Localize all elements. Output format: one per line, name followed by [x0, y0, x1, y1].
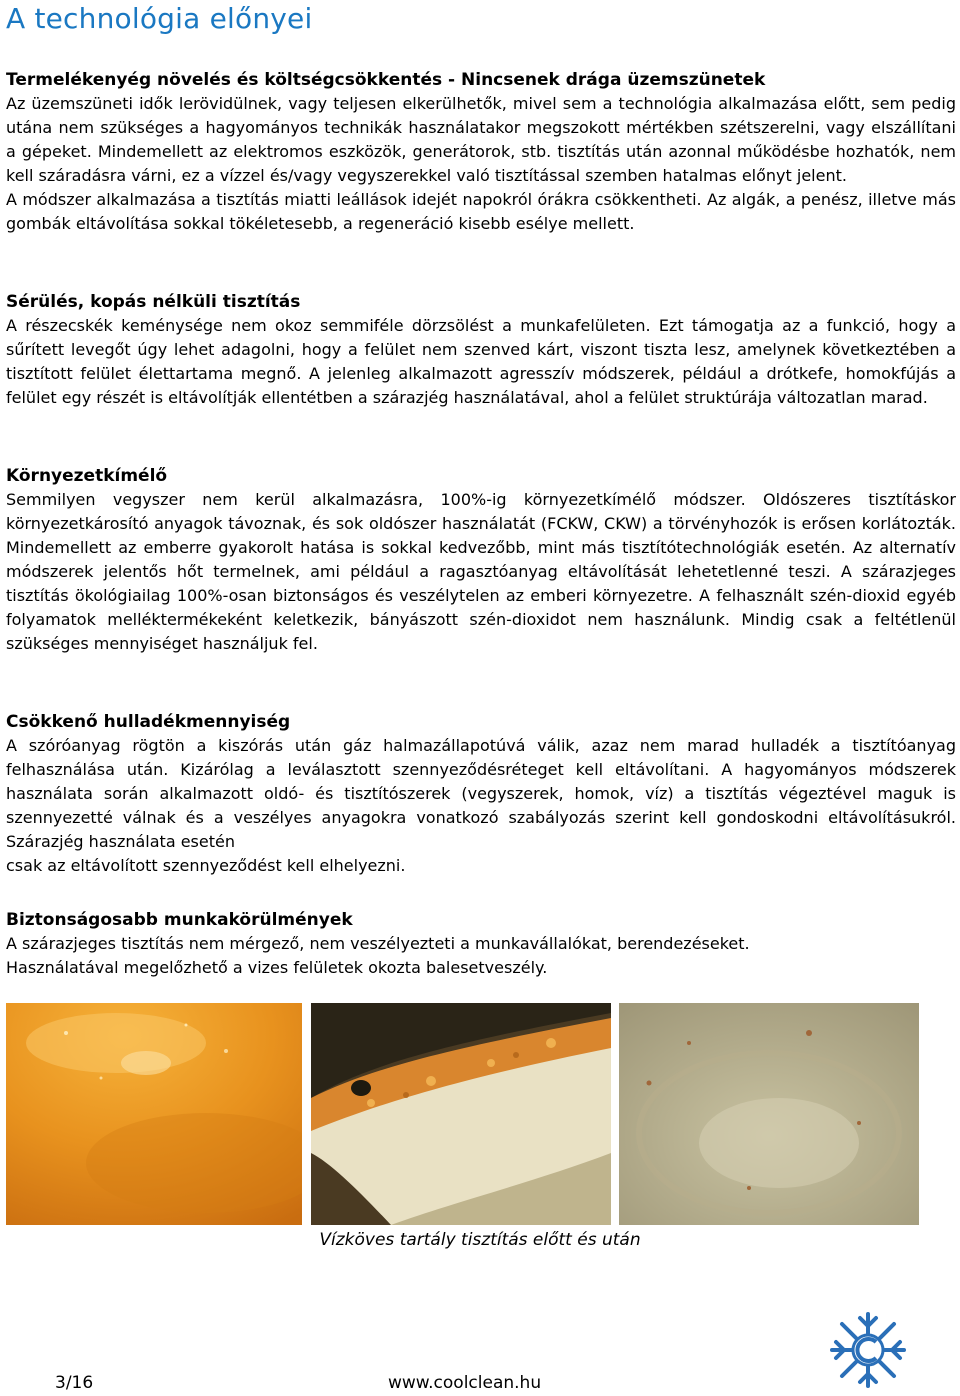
footer-url: www.coolclean.hu [388, 1373, 542, 1393]
figure-caption: Vízköves tartály tisztítás előtt és után [319, 1230, 641, 1250]
section-heading: Sérülés, kopás nélküli tisztítás [6, 292, 301, 312]
paragraph: A részecskék keménysége nem okoz semmiféle dörzsölést a munkafelületen. Ezt támogatja az a funkció, hogy a sűrített levegőt úgy lehet adagolni, hogy a felület nem szenved kárt, viszont tiszta lesz, amelynek következtében a tisztított felület élettartama megnő. A jelenleg alkalmazott agresszív módszerek, például a drótkefe, homokfújás a felület egy részét is eltávolítják ellentétben a szárazjég használatával, ahol a felület struktúrája változatlan marad. [6, 316, 956, 407]
section-less-waste [6, 710, 956, 878]
section-heading: Csökkenő hulladékmennyiség [6, 712, 291, 732]
section-productivity [6, 68, 956, 236]
section-safer-work [6, 908, 956, 980]
photo-tank-cleaned [619, 1003, 919, 1225]
photo-tank-edge-deposits [311, 1003, 611, 1225]
section-damage-free [6, 290, 956, 410]
section-heading: Környezetkímélő [6, 466, 168, 486]
paragraph: A szóróanyag rögtön a kiszórás után gáz halmazállapotúvá válik, azaz nem marad hulladék a tisztítóanyag felhasználása után. Kizárólag a leválasztott szennyeződésréteget kell eltávolítani. A hagyományos módszerek használata során alkalmazott oldó- és tisztítószerek (vegyszerek, homok, víz) a tisztítás végeztével maguk is szennyezetté válnak és a veszélyes anyagokra vonatkozó szabályozás szerint kell gondoskodni eltávolításukról. Szárazjég használata esetén [6, 736, 956, 851]
paragraph: Az üzemszüneti idők lerövidülnek, vagy teljesen elkerülhetők, mivel sem a technológia alkalmazása előtt, sem pedig utána nem szükséges a hagyományos technikák használatakor megszokott mértékben szétszerelni, vagy elszállítani a gépeket. Mindemellett az elektromos eszközök, generátorok, stb. tisztítás után azonnal működésbe hozhatók, nem kell száradásra várni, ez a vízzel és/vagy vegyszerekkel való tisztítással szemben hatalmas előnyt jelent. [6, 94, 956, 185]
section-heading: Termelékenyég növelés és költségcsökkentés - Nincsenek drága üzemszünetek [6, 70, 766, 90]
paragraph: A szárazjeges tisztítás nem mérgező, nem veszélyezteti a munkavállalókat, berendezéseket. [6, 934, 750, 953]
section-eco-friendly [6, 464, 956, 656]
paragraph: Semmilyen vegyszer nem kerül alkalmazásra, 100%-ig környezetkímélő módszer. Oldószeres tisztításkor környezetkárosító anyagok távoznak, és sok oldószer használatát (FCKW, CKW) a törvényhozók is erősen korlátozták. Mindemellett az emberre gyakorolt hatása is sokkal kedvezőbb, mint más tisztítótechnológiák esetén. Az alternatív módszerek jelentős hőt termelnek, ami például a ragasztóanyag eltávolítását lehetetlenné teszi. A szárazjeges tisztítás ökológiailag 100%-osan biztonságos és veszélytelen az emberi környezetre. A felhasznált szén-dioxid egyéb folyamatok melléktermékeként keletkezik, bányászott szén-dioxidot nem használunk. Mindig csak a feltétlenül szükséges mennyiséget használjuk fel. [6, 490, 956, 653]
photo-limescale-surface [6, 1003, 302, 1225]
section-heading: Biztonságosabb munkakörülmények [6, 910, 353, 930]
coolclean-logo [826, 1308, 910, 1392]
paragraph: csak az eltávolított szennyeződést kell elhelyezni. [6, 856, 406, 875]
page-number: 3/16 [55, 1373, 94, 1393]
paragraph: A módszer alkalmazása a tisztítás miatti leállások idejét napokról órákra csökkentheti. Az algák, a penész, illetve más gombák eltávolítása sokkal tökéletesebb, a regeneráció kisebb esélye mellett. [6, 190, 956, 233]
paragraph: Használatával megelőzhető a vizes felületek okozta balesetveszély. [6, 958, 548, 977]
page-title: A technológia előnyei [6, 2, 313, 35]
